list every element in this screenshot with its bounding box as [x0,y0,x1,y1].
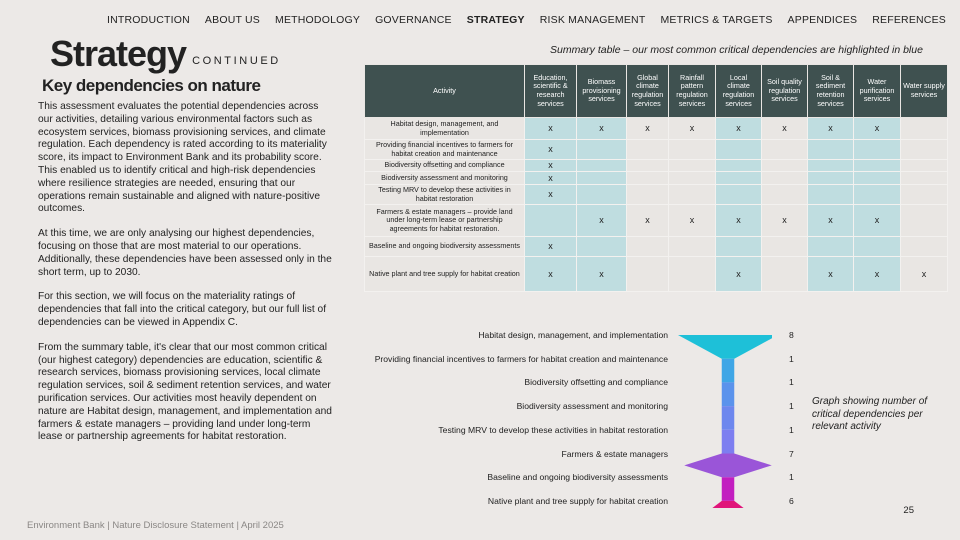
dependency-cell: x [525,140,577,160]
graph-value-label: 1 [789,424,794,435]
dependency-cell [854,160,901,172]
dependency-cell [669,160,716,172]
dependency-cell: x [808,257,854,292]
graph-category-label: Biodiversity assessment and monitoring [516,401,668,412]
nav-item-about-us[interactable]: ABOUT US [204,14,261,26]
dependency-cell [669,172,716,185]
activity-cell: Baseline and ongoing biodiversity assessments [365,237,525,257]
table-row [365,237,948,257]
dependency-cell [577,140,627,160]
funnel-segment [722,382,735,406]
dependency-cell [901,140,948,160]
table-row [365,160,948,172]
dependency-cell [669,257,716,292]
dependency-cell [762,257,808,292]
dependency-cell: x [716,118,762,140]
dependency-cell [808,140,854,160]
dependency-cell [808,172,854,185]
section-subtitle: Key dependencies on nature [42,76,261,95]
table-caption: Summary table – our most common critical dependencies are highlighted in blue [550,44,923,56]
dependency-cell [627,237,669,257]
column-header: Local climate regulation services [716,65,762,118]
dependency-cell [808,237,854,257]
dependency-cell [627,172,669,185]
dependency-cell: x [669,205,716,237]
column-header: Biomass provisioning services [577,65,627,118]
column-header: Water supply services [901,65,948,118]
table-row [365,185,948,205]
activity-cell: Farmers & estate managers – provide land under long-term lease or partnership agreements for habitat restoration. [365,205,525,237]
nav-item-introduction[interactable]: INTRODUCTION [107,14,190,26]
dependency-cell [716,160,762,172]
dependency-cell: x [808,118,854,140]
table-row [365,118,948,140]
dependency-cell [762,160,808,172]
dependency-cell [716,237,762,257]
nav-item-governance[interactable]: GOVERNANCE [375,14,452,26]
dependency-cell [808,160,854,172]
dependency-cell: x [525,172,577,185]
dependency-cell: x [762,118,808,140]
dependency-cell [901,118,948,140]
dependency-cell [627,185,669,205]
column-header: Education, scientific & research services [525,65,577,118]
graph-category-label: Habitat design, management, and implementation [478,330,668,340]
dependency-cell [854,237,901,257]
dependency-cell: x [525,185,577,205]
activity-cell: Testing MRV to develop these activities in habitat restoration [365,185,525,205]
graph-category-label: Biodiversity offsetting and compliance [524,377,668,388]
graph-caption: Graph showing number of critical dependencies per relevant activity [812,396,928,432]
graph-category-label: Testing MRV to develop these activities in habitat restoration [438,424,668,435]
dependency-cell [854,140,901,160]
nav-item-strategy[interactable]: STRATEGY [466,14,525,26]
dependency-cell [716,185,762,205]
column-header: Rainfall pattern regulation services [669,65,716,118]
dependency-cell [901,185,948,205]
column-header: Soil & sediment retention services [808,65,854,118]
title-row [50,33,281,74]
top-navigation [107,14,946,26]
dependency-cell: x [854,205,901,237]
funnel-segment [722,430,735,454]
dependency-cell: x [627,118,669,140]
dependency-cell [762,185,808,205]
dependency-cell: x [525,237,577,257]
table-row [365,172,948,185]
graph-value-label: 8 [789,330,794,340]
page-title: Strategy [50,33,187,74]
dependency-cell: x [901,257,948,292]
column-header: Soil quality regulation services [762,65,808,118]
paragraph: From the summary table, it's clear that our most common critical (our highest category) dependencies are education, scientific & research services, biomass provisioning services, local climate regulation services, soil & sediment retention services, and water purification services. Our activities most heavily dependent on nature are Habitat design, management, and implementation and farmers & estate managers – providing land under long-term lease or partnership agreements for habitat restoration. [38,341,332,443]
dependency-cell [854,172,901,185]
dependency-cell [808,185,854,205]
dependency-cell [577,185,627,205]
summary-table [364,64,948,292]
dependency-cell [669,237,716,257]
activity-cell: Biodiversity assessment and monitoring [365,172,525,185]
graph-value-label: 1 [789,377,794,388]
footer-text: Environment Bank | Nature Disclosure Statement | April 2025 [27,520,284,531]
funnel-segment [684,454,772,478]
dependency-cell: x [577,118,627,140]
dependency-cell [901,205,948,237]
dependency-cell [762,237,808,257]
graph-value-label: 1 [789,401,794,412]
dependency-cell [669,140,716,160]
dependency-cell [716,172,762,185]
nav-item-methodology[interactable]: METHODOLOGY [275,14,361,26]
title-suffix: CONTINUED [192,55,281,67]
funnel-segment [722,359,735,383]
graph-category-label: Farmers & estate managers [561,448,668,459]
funnel-chart [672,328,772,508]
dependency-cell: x [854,257,901,292]
dependency-cell: x [762,205,808,237]
funnel-segment [722,477,735,501]
graph-value-label: 1 [789,472,794,483]
dependency-cell [762,140,808,160]
graph-value-label: 7 [789,448,794,459]
paragraph: At this time, we are only analysing our highest dependencies, focusing on those that are most material to our operations. Additionally, these dependencies have been assessed only in the short term, up to 2030. [38,228,332,278]
page-number: 25 [903,505,914,516]
activity-cell: Habitat design, management, and implementation [365,118,525,140]
graph-value-label: 1 [789,353,794,364]
nav-item-risk-management[interactable]: RISK MANAGEMENT [539,14,646,26]
dependency-cell [577,237,627,257]
dependency-cell: x [854,118,901,140]
activity-cell: Biodiversity offsetting and compliance [365,160,525,172]
graph-category-label: Native plant and tree supply for habitat creation [487,495,668,506]
column-header: Global climate regulation services [627,65,669,118]
column-header: Water purification services [854,65,901,118]
column-header-activity: Activity [365,65,525,118]
dependency-cell: x [525,118,577,140]
dependency-cell [627,257,669,292]
body-text [38,101,334,456]
dependency-cell [669,185,716,205]
dependency-cell [577,160,627,172]
dependency-cell [577,172,627,185]
dependency-cell [627,140,669,160]
nav-item-metrics-targets[interactable]: METRICS & TARGETS [660,14,773,26]
dependency-cell [716,140,762,160]
funnel-segment [722,406,735,430]
dependency-cell [854,185,901,205]
dependency-cell: x [525,257,577,292]
dependency-cell: x [808,205,854,237]
funnel-segment [678,335,772,359]
dependency-cell [627,160,669,172]
table-row [365,140,948,160]
dependency-cell [901,237,948,257]
dependency-cell: x [525,160,577,172]
nav-item-appendices[interactable]: APPENDICES [787,14,858,26]
table-header-row [365,65,948,118]
activity-cell: Providing financial incentives to farmers for habitat creation and maintenance [365,140,525,160]
graph-category-label: Providing financial incentives to farmers for habitat creation and maintenance [374,353,668,364]
table-row [365,205,948,237]
dependency-cell: x [669,118,716,140]
graph-value-label: 6 [789,495,794,506]
dependency-cell: x [627,205,669,237]
dependency-cell: x [716,257,762,292]
dependency-cell [901,172,948,185]
dependency-cell [525,205,577,237]
funnel-segment [691,501,766,508]
paragraph: This assessment evaluates the potential dependencies across our activities, detailing various environmental factors such as ecosystem services, biomass provisioning services, and climate regulation. Each dependency is rated according to its materiality score, its impact to Environment Bank and its probability score. This enabled us to identify critical and high-risk dependencies where resilience strategies are needed, ensuring that our operations remain sustainable and aligned with nature-positive outcomes. [38,101,327,215]
dependency-cell: x [577,205,627,237]
dependency-cell: x [716,205,762,237]
table-row [365,257,948,292]
graph-category-label: Baseline and ongoing biodiversity assessments [487,472,668,483]
nav-item-references[interactable]: REFERENCES [872,14,946,26]
dependency-cell [762,172,808,185]
activity-cell: Native plant and tree supply for habitat creation [365,257,525,292]
dependency-cell: x [577,257,627,292]
paragraph: For this section, we will focus on the materiality ratings of dependencies that fall into the critical category, but our full list of dependencies can be viewed in Appendix C. [38,291,327,328]
dependency-cell [901,160,948,172]
